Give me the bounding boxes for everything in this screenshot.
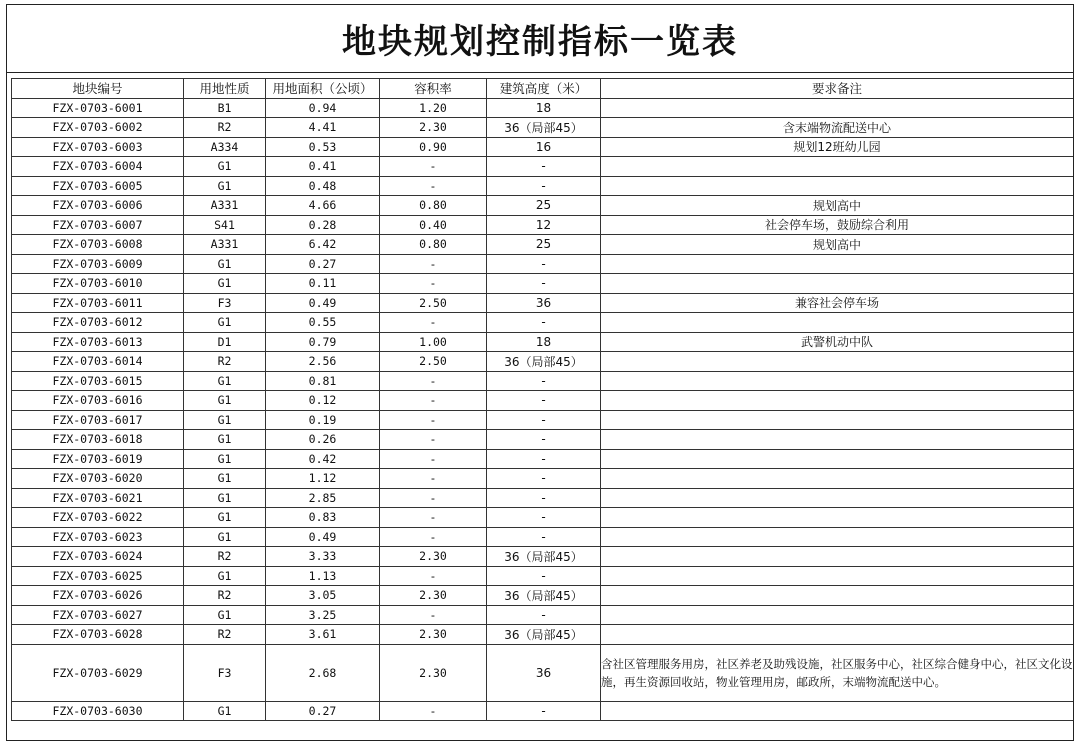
cell-note: 武警机动中队 bbox=[601, 332, 1074, 352]
cell-land-use: G1 bbox=[184, 371, 266, 391]
cell-note bbox=[601, 313, 1074, 333]
table-row bbox=[12, 430, 1074, 450]
title-bar bbox=[7, 5, 1073, 73]
cell-plot-id: FZX-0703-6030 bbox=[12, 701, 184, 721]
cell-plot-id: FZX-0703-6017 bbox=[12, 410, 184, 430]
cell-plot-id: FZX-0703-6005 bbox=[12, 176, 184, 196]
table-row bbox=[12, 293, 1074, 313]
cell-area: 0.28 bbox=[266, 215, 380, 235]
cell-land-use: F3 bbox=[184, 293, 266, 313]
table-row bbox=[12, 527, 1074, 547]
cell-note: 含末端物流配送中心 bbox=[601, 118, 1074, 138]
cell-note bbox=[601, 586, 1074, 606]
cell-area: 2.56 bbox=[266, 352, 380, 372]
cell-area: 0.49 bbox=[266, 527, 380, 547]
table-row bbox=[12, 235, 1074, 255]
cell-note bbox=[601, 98, 1074, 118]
cell-far: 0.80 bbox=[380, 196, 487, 216]
cell-plot-id: FZX-0703-6021 bbox=[12, 488, 184, 508]
table-row bbox=[12, 371, 1074, 391]
cell-far: - bbox=[380, 508, 487, 528]
cell-plot-id: FZX-0703-6014 bbox=[12, 352, 184, 372]
table-row bbox=[12, 98, 1074, 118]
table-row bbox=[12, 157, 1074, 177]
cell-far: - bbox=[380, 605, 487, 625]
cell-land-use: G1 bbox=[184, 391, 266, 411]
table-row bbox=[12, 488, 1074, 508]
cell-area: 2.68 bbox=[266, 644, 380, 701]
cell-height: - bbox=[487, 469, 601, 489]
cell-height: - bbox=[487, 430, 601, 450]
cell-note bbox=[601, 625, 1074, 645]
cell-plot-id: FZX-0703-6010 bbox=[12, 274, 184, 294]
cell-height: 16 bbox=[487, 137, 601, 157]
cell-far: - bbox=[380, 449, 487, 469]
cell-height: 36（局部45） bbox=[487, 586, 601, 606]
cell-land-use: G1 bbox=[184, 701, 266, 721]
cell-height: - bbox=[487, 313, 601, 333]
table-row bbox=[12, 118, 1074, 138]
cell-plot-id: FZX-0703-6028 bbox=[12, 625, 184, 645]
cell-plot-id: FZX-0703-6022 bbox=[12, 508, 184, 528]
cell-area: 0.41 bbox=[266, 157, 380, 177]
cell-area: 2.85 bbox=[266, 488, 380, 508]
header-plot-id: 地块编号 bbox=[12, 79, 184, 99]
table-row bbox=[12, 196, 1074, 216]
page-title: 地块规划控制指标一览表 bbox=[342, 22, 738, 62]
cell-note bbox=[601, 371, 1074, 391]
cell-height: 36（局部45） bbox=[487, 352, 601, 372]
cell-note: 社会停车场，鼓励综合利用 bbox=[601, 215, 1074, 235]
cell-plot-id: FZX-0703-6023 bbox=[12, 527, 184, 547]
cell-land-use: B1 bbox=[184, 98, 266, 118]
cell-note bbox=[601, 430, 1074, 450]
cell-land-use: G1 bbox=[184, 274, 266, 294]
cell-height: 36（局部45） bbox=[487, 547, 601, 567]
cell-far: 2.50 bbox=[380, 352, 487, 372]
cell-area: 3.33 bbox=[266, 547, 380, 567]
cell-land-use: G1 bbox=[184, 566, 266, 586]
cell-plot-id: FZX-0703-6025 bbox=[12, 566, 184, 586]
cell-height: - bbox=[487, 527, 601, 547]
table-row bbox=[12, 508, 1074, 528]
cell-note bbox=[601, 701, 1074, 721]
cell-height: 18 bbox=[487, 98, 601, 118]
cell-height: 36（局部45） bbox=[487, 625, 601, 645]
cell-note: 兼容社会停车场 bbox=[601, 293, 1074, 313]
cell-far: - bbox=[380, 391, 487, 411]
cell-height: - bbox=[487, 391, 601, 411]
table-row bbox=[12, 254, 1074, 274]
table-row bbox=[12, 410, 1074, 430]
table-row bbox=[12, 449, 1074, 469]
cell-land-use: R2 bbox=[184, 625, 266, 645]
header-land-use: 用地性质 bbox=[184, 79, 266, 99]
cell-land-use: G1 bbox=[184, 410, 266, 430]
table-row bbox=[12, 586, 1074, 606]
cell-area: 3.05 bbox=[266, 586, 380, 606]
cell-land-use: D1 bbox=[184, 332, 266, 352]
table-row bbox=[12, 469, 1074, 489]
cell-far: - bbox=[380, 488, 487, 508]
cell-area: 3.61 bbox=[266, 625, 380, 645]
cell-land-use: R2 bbox=[184, 352, 266, 372]
cell-plot-id: FZX-0703-6018 bbox=[12, 430, 184, 450]
cell-area: 0.83 bbox=[266, 508, 380, 528]
cell-far: - bbox=[380, 410, 487, 430]
cell-plot-id: FZX-0703-6012 bbox=[12, 313, 184, 333]
cell-area: 0.27 bbox=[266, 701, 380, 721]
cell-plot-id: FZX-0703-6029 bbox=[12, 644, 184, 701]
cell-far: 2.30 bbox=[380, 586, 487, 606]
table-row bbox=[12, 391, 1074, 411]
cell-land-use: R2 bbox=[184, 547, 266, 567]
cell-plot-id: FZX-0703-6016 bbox=[12, 391, 184, 411]
cell-area: 0.19 bbox=[266, 410, 380, 430]
cell-land-use: G1 bbox=[184, 430, 266, 450]
cell-land-use: G1 bbox=[184, 605, 266, 625]
table-row bbox=[12, 644, 1074, 701]
cell-plot-id: FZX-0703-6007 bbox=[12, 215, 184, 235]
cell-note bbox=[601, 176, 1074, 196]
cell-far: - bbox=[380, 371, 487, 391]
cell-height: 36（局部45） bbox=[487, 118, 601, 138]
cell-land-use: A334 bbox=[184, 137, 266, 157]
cell-area: 0.48 bbox=[266, 176, 380, 196]
cell-area: 4.66 bbox=[266, 196, 380, 216]
cell-far: - bbox=[380, 176, 487, 196]
cell-note bbox=[601, 508, 1074, 528]
cell-land-use: R2 bbox=[184, 586, 266, 606]
cell-height: 25 bbox=[487, 235, 601, 255]
cell-area: 3.25 bbox=[266, 605, 380, 625]
cell-area: 0.55 bbox=[266, 313, 380, 333]
cell-height: - bbox=[487, 254, 601, 274]
cell-height: - bbox=[487, 157, 601, 177]
cell-land-use: G1 bbox=[184, 469, 266, 489]
cell-note bbox=[601, 566, 1074, 586]
cell-land-use: G1 bbox=[184, 313, 266, 333]
cell-land-use: A331 bbox=[184, 196, 266, 216]
cell-height: - bbox=[487, 176, 601, 196]
cell-height: - bbox=[487, 410, 601, 430]
cell-far: - bbox=[380, 566, 487, 586]
cell-land-use: G1 bbox=[184, 157, 266, 177]
cell-far: - bbox=[380, 527, 487, 547]
cell-note bbox=[601, 157, 1074, 177]
cell-far: - bbox=[380, 313, 487, 333]
cell-far: 2.30 bbox=[380, 644, 487, 701]
cell-land-use: G1 bbox=[184, 254, 266, 274]
cell-height: 36 bbox=[487, 293, 601, 313]
header-height: 建筑高度（米） bbox=[487, 79, 601, 99]
cell-plot-id: FZX-0703-6026 bbox=[12, 586, 184, 606]
cell-note bbox=[601, 527, 1074, 547]
table-row bbox=[12, 566, 1074, 586]
cell-note: 规划高中 bbox=[601, 196, 1074, 216]
cell-height: 18 bbox=[487, 332, 601, 352]
cell-plot-id: FZX-0703-6008 bbox=[12, 235, 184, 255]
table-header-row bbox=[12, 79, 1074, 99]
cell-height: - bbox=[487, 701, 601, 721]
cell-plot-id: FZX-0703-6006 bbox=[12, 196, 184, 216]
table-row bbox=[12, 313, 1074, 333]
cell-plot-id: FZX-0703-6020 bbox=[12, 469, 184, 489]
cell-height: 25 bbox=[487, 196, 601, 216]
cell-height: 36 bbox=[487, 644, 601, 701]
cell-note bbox=[601, 449, 1074, 469]
cell-height: - bbox=[487, 449, 601, 469]
cell-note bbox=[601, 352, 1074, 372]
cell-land-use: G1 bbox=[184, 176, 266, 196]
cell-area: 0.26 bbox=[266, 430, 380, 450]
cell-far: 2.30 bbox=[380, 547, 487, 567]
cell-far: 0.80 bbox=[380, 235, 487, 255]
cell-far: 1.00 bbox=[380, 332, 487, 352]
table-row bbox=[12, 547, 1074, 567]
cell-area: 0.94 bbox=[266, 98, 380, 118]
cell-height: 12 bbox=[487, 215, 601, 235]
cell-area: 1.12 bbox=[266, 469, 380, 489]
cell-far: - bbox=[380, 430, 487, 450]
cell-area: 6.42 bbox=[266, 235, 380, 255]
plot-control-table bbox=[11, 78, 1074, 721]
cell-area: 1.13 bbox=[266, 566, 380, 586]
cell-far: 2.30 bbox=[380, 625, 487, 645]
cell-note bbox=[601, 469, 1074, 489]
cell-height: - bbox=[487, 566, 601, 586]
cell-far: 1.20 bbox=[380, 98, 487, 118]
table-row bbox=[12, 352, 1074, 372]
cell-far: 0.40 bbox=[380, 215, 487, 235]
header-area: 用地面积（公顷） bbox=[266, 79, 380, 99]
table-row bbox=[12, 215, 1074, 235]
cell-height: - bbox=[487, 508, 601, 528]
table-row bbox=[12, 332, 1074, 352]
cell-plot-id: FZX-0703-6011 bbox=[12, 293, 184, 313]
cell-note bbox=[601, 410, 1074, 430]
cell-land-use: G1 bbox=[184, 527, 266, 547]
cell-plot-id: FZX-0703-6027 bbox=[12, 605, 184, 625]
cell-far: 2.50 bbox=[380, 293, 487, 313]
cell-note bbox=[601, 488, 1074, 508]
cell-land-use: F3 bbox=[184, 644, 266, 701]
cell-area: 0.81 bbox=[266, 371, 380, 391]
cell-land-use: G1 bbox=[184, 508, 266, 528]
cell-plot-id: FZX-0703-6013 bbox=[12, 332, 184, 352]
table-row bbox=[12, 701, 1074, 721]
header-notes: 要求备注 bbox=[601, 79, 1074, 99]
cell-far: 2.30 bbox=[380, 118, 487, 138]
header-far: 容积率 bbox=[380, 79, 487, 99]
cell-land-use: G1 bbox=[184, 488, 266, 508]
cell-note: 规划12班幼儿园 bbox=[601, 137, 1074, 157]
cell-area: 0.49 bbox=[266, 293, 380, 313]
cell-note bbox=[601, 547, 1074, 567]
cell-note bbox=[601, 254, 1074, 274]
cell-area: 0.53 bbox=[266, 137, 380, 157]
cell-note bbox=[601, 391, 1074, 411]
cell-plot-id: FZX-0703-6024 bbox=[12, 547, 184, 567]
cell-plot-id: FZX-0703-6009 bbox=[12, 254, 184, 274]
cell-height: - bbox=[487, 488, 601, 508]
cell-area: 0.11 bbox=[266, 274, 380, 294]
table-row bbox=[12, 137, 1074, 157]
cell-area: 0.27 bbox=[266, 254, 380, 274]
cell-plot-id: FZX-0703-6015 bbox=[12, 371, 184, 391]
cell-land-use: S41 bbox=[184, 215, 266, 235]
cell-area: 0.42 bbox=[266, 449, 380, 469]
cell-far: 0.90 bbox=[380, 137, 487, 157]
table-body bbox=[12, 98, 1074, 721]
cell-note bbox=[601, 605, 1074, 625]
cell-area: 4.41 bbox=[266, 118, 380, 138]
cell-area: 0.12 bbox=[266, 391, 380, 411]
document-frame bbox=[6, 4, 1074, 741]
cell-plot-id: FZX-0703-6003 bbox=[12, 137, 184, 157]
cell-note bbox=[601, 274, 1074, 294]
cell-plot-id: FZX-0703-6004 bbox=[12, 157, 184, 177]
cell-height: - bbox=[487, 605, 601, 625]
table-row bbox=[12, 625, 1074, 645]
cell-plot-id: FZX-0703-6002 bbox=[12, 118, 184, 138]
cell-far: - bbox=[380, 469, 487, 489]
cell-far: - bbox=[380, 254, 487, 274]
cell-note: 含社区管理服务用房，社区养老及助残设施，社区服务中心，社区综合健身中心，社区文化设施，再生资源回收站，物业管理用房，邮政所，末端物流配送中心。 bbox=[601, 644, 1074, 701]
cell-far: - bbox=[380, 274, 487, 294]
cell-far: - bbox=[380, 157, 487, 177]
table-row bbox=[12, 274, 1074, 294]
cell-land-use: A331 bbox=[184, 235, 266, 255]
cell-land-use: G1 bbox=[184, 449, 266, 469]
cell-land-use: R2 bbox=[184, 118, 266, 138]
table-row bbox=[12, 605, 1074, 625]
table-row bbox=[12, 176, 1074, 196]
cell-height: - bbox=[487, 274, 601, 294]
cell-far: - bbox=[380, 701, 487, 721]
cell-plot-id: FZX-0703-6019 bbox=[12, 449, 184, 469]
cell-area: 0.79 bbox=[266, 332, 380, 352]
cell-plot-id: FZX-0703-6001 bbox=[12, 98, 184, 118]
cell-height: - bbox=[487, 371, 601, 391]
cell-note: 规划高中 bbox=[601, 235, 1074, 255]
